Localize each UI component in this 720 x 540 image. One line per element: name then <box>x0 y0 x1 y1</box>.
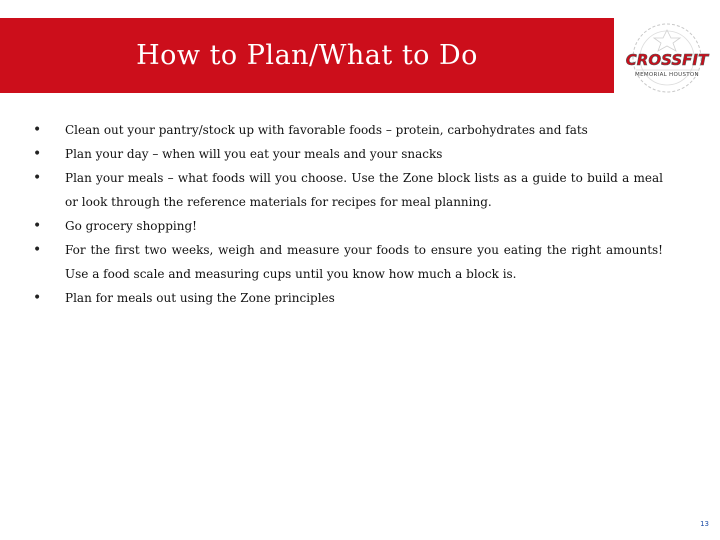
bullet-text: Clean out your pantry/stock up with favorable foods – protein, carbohydrates and fats <box>65 123 588 137</box>
page-number: 13 <box>700 520 709 528</box>
bullet-text: For the first two weeks, weigh and measure your foods to ensure you eating the right amounts! Use a food scale and measuring cups until you know how much a block is. <box>65 243 663 281</box>
bullet-list <box>33 118 663 310</box>
bullet-dot: • <box>33 170 42 186</box>
crossfit-logo <box>618 18 716 98</box>
bullet-item <box>33 166 663 214</box>
bullet-item <box>33 142 663 166</box>
bullet-dot: • <box>33 290 42 306</box>
bullet-item <box>33 214 663 238</box>
crossfit-logo-icon <box>618 18 716 98</box>
bullet-item <box>33 238 663 286</box>
bullet-dot: • <box>33 122 42 138</box>
bullet-dot: • <box>33 218 42 234</box>
bullet-dot: • <box>33 146 42 162</box>
bullet-dot: • <box>33 242 42 258</box>
bullet-text: Plan your meals – what foods will you choose. Use the Zone block lists as a guide to build a meal or look through the reference materials for recipes for meal planning. <box>65 171 663 209</box>
logo-main-text: CROSSFIT <box>625 51 709 69</box>
bullet-item <box>33 118 663 142</box>
bullet-item <box>33 286 663 310</box>
slide-title: How to Plan/What to Do <box>136 40 478 71</box>
title-bar <box>0 18 614 93</box>
bullet-text: Plan for meals out using the Zone principles <box>65 291 335 305</box>
bullet-text: Plan your day – when will you eat your meals and your snacks <box>65 147 443 161</box>
logo-sub-text: MEMORIAL HOUSTON <box>635 72 699 78</box>
bullet-text: Go grocery shopping! <box>65 219 197 233</box>
